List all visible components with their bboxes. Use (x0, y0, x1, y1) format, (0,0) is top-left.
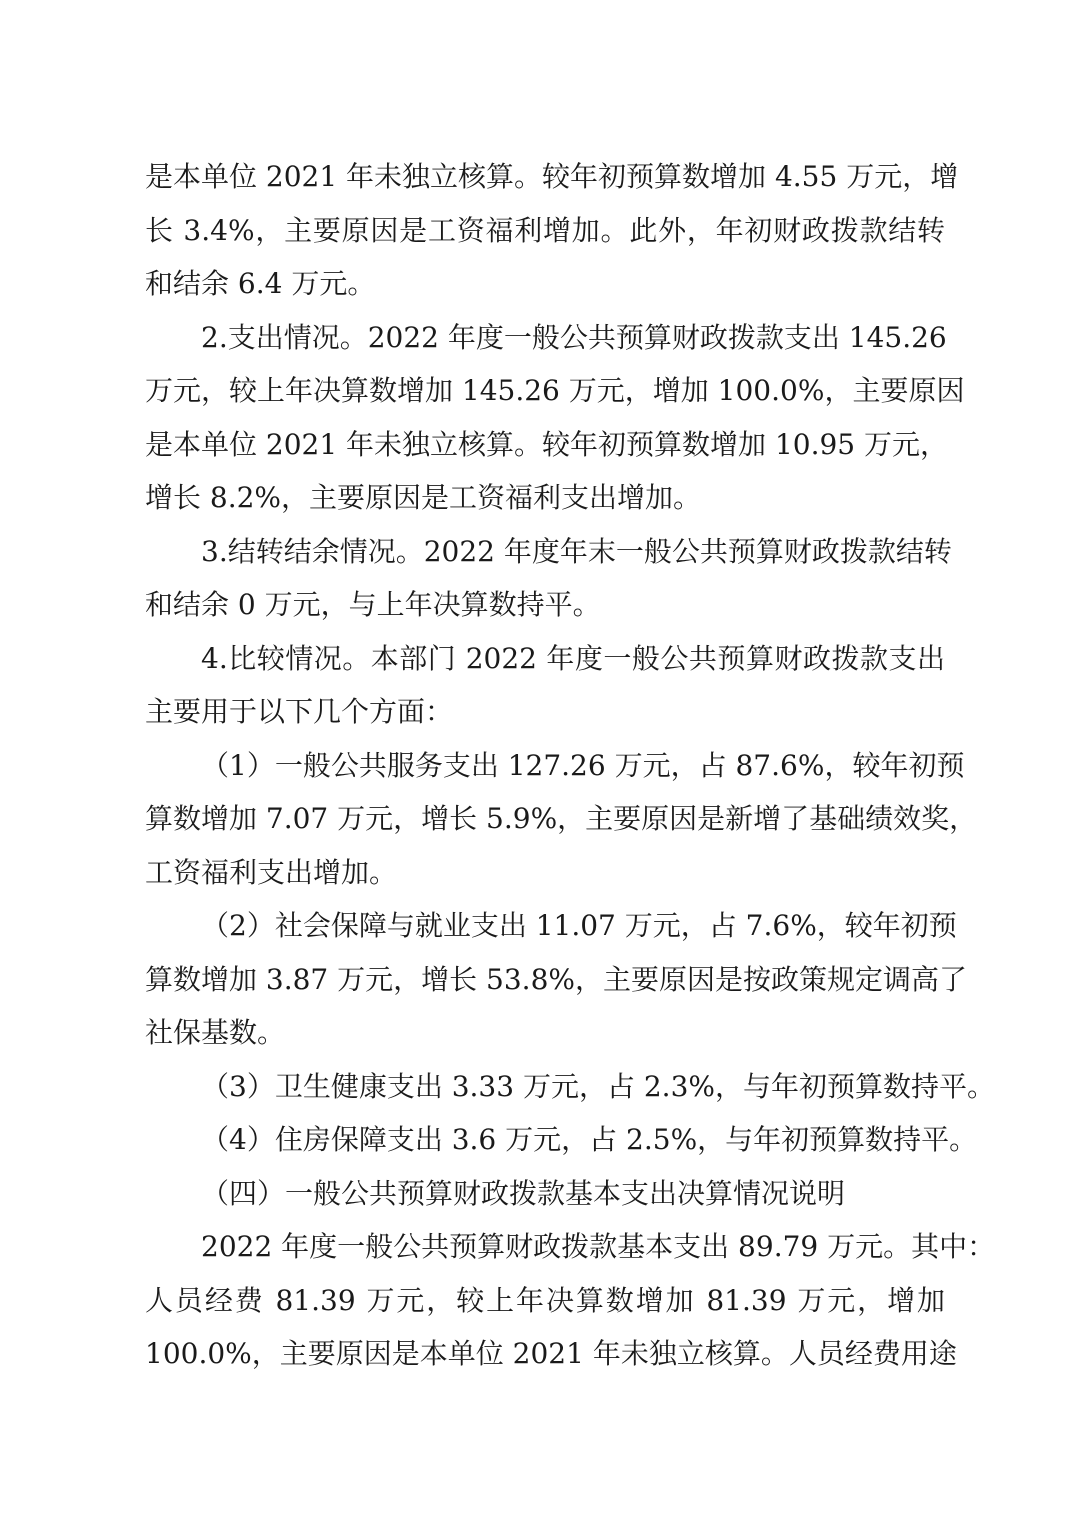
text-line: （1）一般公共服务支出 127.26 万元，占 87.6%，较年初预 (201, 748, 965, 782)
text-line: 2022 年度一般公共预算财政拨款基本支出 89.79 万元。其中： (201, 1230, 996, 1263)
text-line: 是本单位 2021 年未独立核算。较年初预算数增加 10.95 万元， (145, 427, 949, 461)
text-line: 100.0%，主要原因是本单位 2021 年未独立核算。人员经费用途 (145, 1337, 957, 1370)
text-line: 增长 8.2%，主要原因是工资福利支出增加。 (145, 481, 702, 514)
text-line: 2.支出情况。2022 年度一般公共预算财政拨款支出 145.26 (201, 320, 947, 354)
text-line: 4.比较情况。本部门 2022 年度一般公共预算财政拨款支出 (201, 641, 945, 675)
text-line: （3）卫生健康支出 3.33 万元，占 2.3%，与年初预算数持平。 (201, 1069, 995, 1103)
text-line: 万元，较上年决算数增加 145.26 万元，增加 100.0%，主要原因 (145, 374, 965, 407)
text-line: 主要用于以下几个方面： (145, 695, 454, 728)
text-line: 长 3.4%，主要原因是工资福利增加。此外，年初财政拨款结转 (145, 213, 945, 247)
text-line: 3.结转结余情况。2022 年度年末一般公共预算财政拨款结转 (201, 534, 952, 568)
text-line: 工资福利支出增加。 (145, 855, 398, 889)
text-line: （四）一般公共预算财政拨款基本支出决算情况说明 (201, 1176, 846, 1210)
text-line: 人员经费 81.39 万元，较上年决算数增加 81.39 万元，增加 (145, 1283, 945, 1317)
text-line: 算数增加 7.07 万元，增长 5.9%，主要原因是新增了基础绩效奖， (145, 802, 978, 835)
text-line: 算数增加 3.87 万元，增长 53.8%，主要原因是按政策规定调高了 (145, 962, 967, 996)
text-line: 和结余 0 万元，与上年决算数持平。 (145, 588, 601, 621)
text-line: 社保基数。 (145, 1016, 286, 1049)
text-line: 和结余 6.4 万元。 (145, 267, 376, 300)
text-line: 是本单位 2021 年未独立核算。较年初预算数增加 4.55 万元，增 (145, 160, 959, 193)
text-line: （4）住房保障支出 3.6 万元，占 2.5%，与年初预算数持平。 (201, 1123, 978, 1156)
document-body (145, 150, 996, 1381)
text-line: （2）社会保障与就业支出 11.07 万元，占 7.6%，较年初预 (201, 909, 957, 942)
